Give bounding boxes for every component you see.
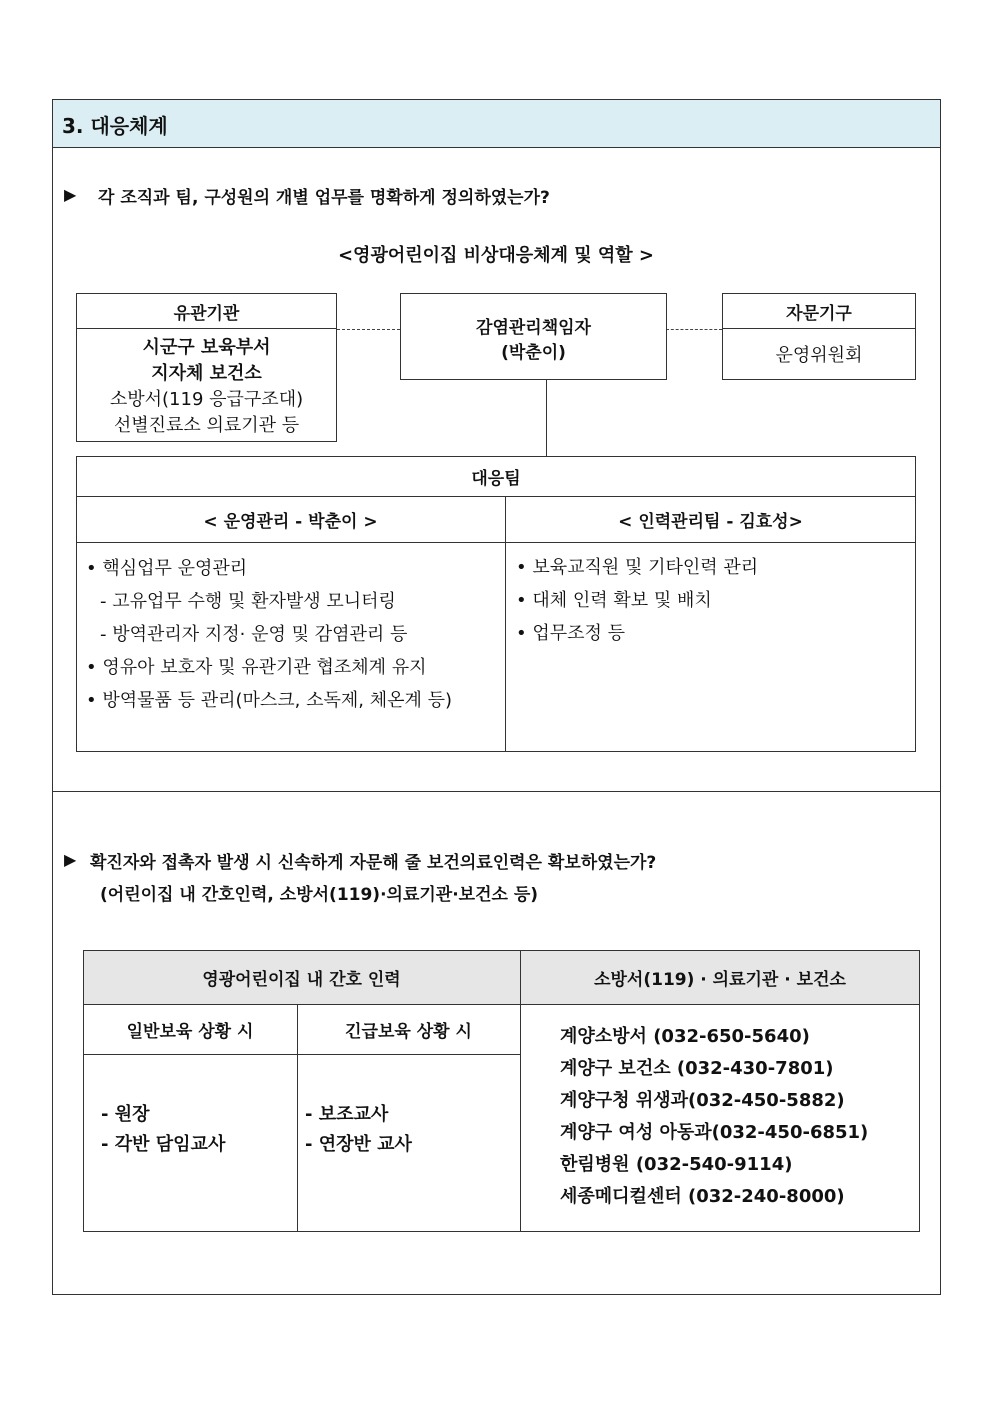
team-subheader-divider (76, 542, 916, 543)
general-care-header: 일반보육 상황 시 (126, 1022, 254, 1042)
team-left-item: - 고유업무 수행 및 환자발생 모니터링 (100, 591, 396, 612)
team-left-item: • 핵심업무 운영관리 (86, 558, 248, 579)
org-chart-title: <영광어린이집 비상대응체계 및 역할 > (337, 245, 655, 266)
team-right-header: < 인력관리팀 - 김효성> (618, 512, 803, 532)
contact-item: 계양구청 위생과(032-450-5882) (560, 1090, 845, 1111)
contact-item: 세종메디컬센터 (032-240-8000) (560, 1186, 845, 1207)
related-org-line-4: 선별진료소 의료기관 등 (113, 415, 300, 436)
contact-item: 계양구 보건소 (032-430-7801) (560, 1058, 834, 1079)
team-left-item: • 방역물품 등 관리(마스크, 소독제, 체온계 등) (86, 690, 453, 711)
advisory-body: 운영위원회 (775, 345, 863, 366)
section-title: 3. 대응체계 (62, 114, 168, 138)
general-care-item: - 원장 (101, 1104, 150, 1125)
team-left-item: • 영유아 보호자 및 유관기관 협조체계 유지 (86, 657, 427, 678)
connector-manager-to-advisory (666, 329, 722, 330)
question-1-text: 각 조직과 팀, 구성원의 개별 업무를 명확하게 정의하였는가? (98, 188, 550, 208)
advisory-header: 자문기구 (786, 303, 852, 324)
team-right-item: • 업무조정 등 (516, 623, 626, 644)
question-2-text: 확진자와 접촉자 발생 시 신속하게 자문해 줄 보건의료인력은 확보하였는가? (90, 853, 657, 873)
general-care-item: - 각반 담임교사 (101, 1134, 226, 1155)
question-1-marker: ▶ (64, 185, 77, 204)
team-right-item: • 대체 인력 확보 및 배치 (516, 590, 712, 611)
team-left-header: < 운영관리 - 박춘이 > (203, 512, 378, 532)
contact-item: 계양구 여성 아동과(032-450-6851) (560, 1122, 869, 1143)
related-org-header: 유관기관 (173, 303, 240, 324)
section-divider (52, 791, 941, 792)
staff-right-header: 소방서(119) · 의료기관 · 보건소 (594, 970, 846, 990)
question-2-subtext: (어린이집 내 간호인력, 소방서(119)·의료기관·보건소 등) (100, 885, 539, 905)
emergency-care-header: 긴급보육 상황 시 (345, 1022, 472, 1042)
team-right-item: • 보육교직원 및 기타인력 관리 (516, 557, 759, 578)
manager-name: (박춘이) (501, 343, 566, 363)
related-org-divider (76, 328, 337, 329)
team-header: 대응팀 (471, 469, 521, 489)
manager-title: 감염관리책임자 (476, 318, 591, 338)
connector-related-to-manager (337, 329, 400, 330)
staff-table-subheader-divider (83, 1054, 520, 1055)
emergency-care-item: - 보조교사 (305, 1104, 389, 1125)
related-org-line-3: 소방서(119 응급구조대) (109, 389, 304, 410)
contact-item: 계양소방서 (032-650-5640) (560, 1026, 810, 1047)
related-org-line-2: 지자체 보건소 (151, 363, 262, 384)
connector-manager-to-team (546, 380, 547, 456)
team-left-item: - 방역관리자 지정· 운영 및 감염관리 등 (100, 624, 408, 645)
contact-item: 한림병원 (032-540-9114) (560, 1154, 793, 1175)
section-header-bar (52, 99, 941, 148)
related-org-line-1: 시군구 보육부서 (142, 337, 271, 358)
question-2-marker: ▶ (64, 850, 77, 869)
staff-left-header: 영광어린이집 내 간호 인력 (202, 970, 401, 990)
emergency-care-item: - 연장반 교사 (305, 1134, 412, 1155)
